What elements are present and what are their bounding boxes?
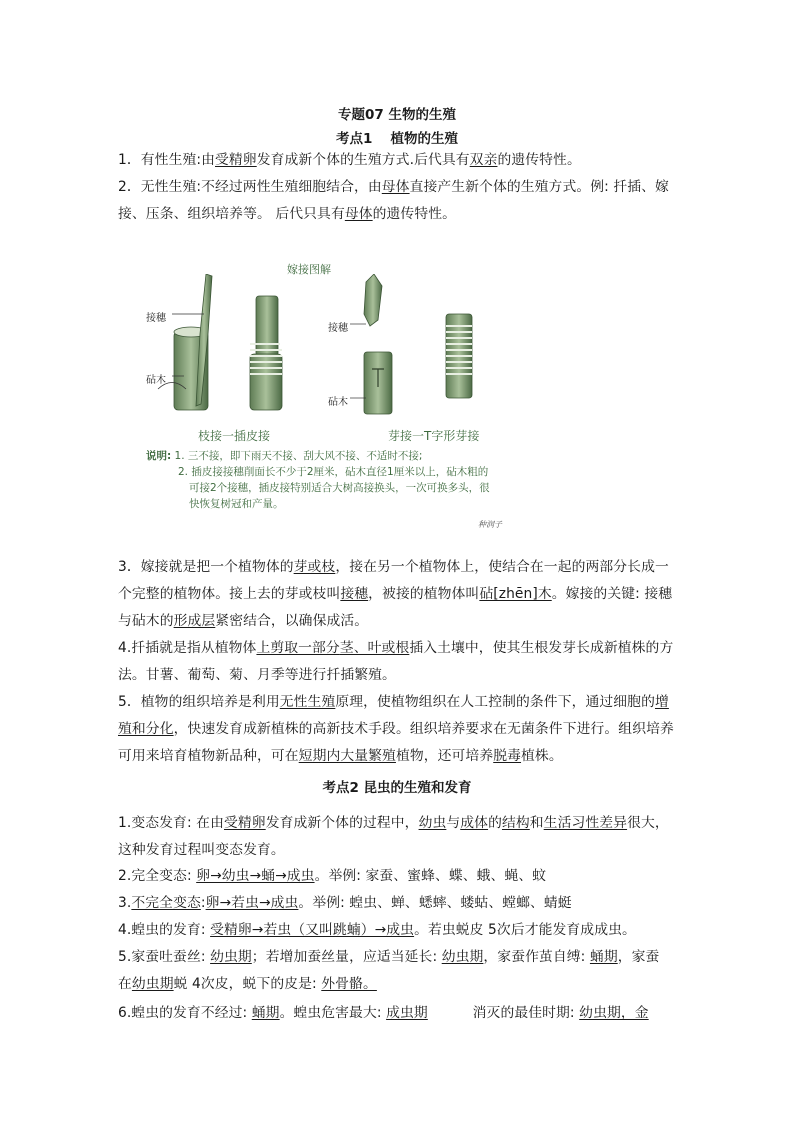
para-cutting-2: 法。甘薯、葡萄、菊、月季等进行扦插繁殖。	[118, 667, 396, 683]
para-tissue-culture-2: 殖和分化，快速发育成新植株的高新技术手段。组织培养要求在无菌条件下进行。组织培养	[118, 721, 674, 737]
grafting-illustration	[146, 274, 514, 474]
label-scion-left: 接穗	[146, 313, 166, 324]
para-asexual-reproduction-2: 接、压条、组织培养等。 后代只具有母体的遗传特性。	[118, 206, 457, 222]
grafting-diagram	[146, 254, 514, 536]
para-sexual-reproduction: 1．有性生殖:由受精卵发育成新个体的生殖方式.后代具有双亲的遗传特性。	[118, 152, 581, 168]
caption-bark-graft: 枝接一插皮接	[198, 429, 271, 443]
t-bud-scion	[364, 274, 382, 326]
para-tissue-culture-1: 5．植物的组织培养是利用无性生殖原理，使植物组织在人工控制的条件下，通过细胞的增	[118, 694, 669, 710]
label-stock-left: 砧木	[146, 375, 166, 386]
para-grafting-1: 3．嫁接就是把一个植物体的芽或枝，接在另一个植物体上，使结合在一起的两部分长成一	[118, 559, 669, 575]
para-asexual-reproduction-1: 2．无性生殖:不经过两性生殖细胞结合，由母体直接产生新个体的生殖方式。例: 扦插、嫁	[118, 179, 669, 195]
para-grafting-2: 个完整的植物体。接上去的芽或枝叫接穗，被接的植物体叫砧[zhēn]木。嫁接的关键: 接穗	[118, 586, 673, 602]
figure-title: 嫁接图解	[287, 263, 331, 276]
para-locust-development: 4.蝗虫的发育: 受精卵→若虫（又叫跳蝻）→成虫。若虫蜕皮 5次后才能发育成成虫。	[118, 922, 636, 938]
t-bud-stock	[364, 352, 392, 414]
caption-t-bud-graft: 芽接一T字形芽接	[388, 429, 480, 443]
para-silkworm-2: 在幼虫期蜕 4次皮，蜕下的皮是: 外骨骼。	[118, 976, 377, 992]
note-line-3: 可接2个接穗，插皮接特别适合大树高接换头，一次可换多头，很	[189, 482, 490, 494]
para-complete-metamorphosis: 2.完全变态: 卵→幼虫→蛹→成虫。举例: 家蚕、蜜蜂、蝶、蛾、蝇、蚊	[118, 868, 547, 884]
bark-graft-bound	[250, 296, 282, 410]
para-metamorphosis-2: 这种发育过程叫变态发育。	[118, 842, 285, 858]
figure-signature: 种润子	[478, 520, 502, 529]
para-tissue-culture-3: 可用来培育植物新品种，可在短期内大量繁殖植物，还可培养脱毒植株。	[118, 748, 563, 764]
para-silkworm-1: 5.家蚕吐蚕丝: 幼虫期；若增加蚕丝量，应适当延长: 幼虫期，家蚕作茧自缚: 蛹期，家蚕	[118, 949, 660, 965]
note-line-4: 快恢复树冠和产量。	[189, 498, 284, 510]
label-stock-right: 砧木	[328, 397, 348, 408]
para-incomplete-metamorphosis: 3.不完全变态:卵→若虫→成虫。举例: 蝗虫、蝉、蟋蟀、蝼蛄、螳螂、蜻蜓	[118, 895, 572, 911]
section-heading-insect: 考点2 昆虫的生殖和发育	[322, 780, 472, 796]
note-line-2: 2. 插皮接接穗削面长不少于2厘米，砧木直径1厘米以上，砧木粗的	[178, 466, 489, 478]
para-grafting-3: 与砧木的形成层紧密结合，以确保成活。	[118, 613, 369, 629]
document-title: 专题07 生物的生殖	[338, 107, 456, 123]
label-scion-right: 接穗	[328, 323, 348, 334]
para-cutting-1: 4.扦插就是指从植物体上剪取一部分茎、叶或根插入土壤中，使其生根发芽长成新植株的方	[118, 640, 674, 656]
section-heading-plant: 考点1 植物的生殖	[335, 131, 459, 147]
para-metamorphosis-1: 1.变态发育: 在由受精卵发育成新个体的过程中，幼虫与成体的结构和生活习性差异很大，	[118, 815, 669, 831]
note-line-1: 说明: 1. 三不接，即下雨天不接、刮大风不接、不适时不接;	[146, 450, 423, 462]
para-locust-control: 6.蝗虫的发育不经过: 蛹期。蝗虫危害最大: 成虫期 消灭的最佳时期: 幼虫期，金	[118, 1005, 649, 1021]
t-bud-bound	[446, 314, 472, 398]
